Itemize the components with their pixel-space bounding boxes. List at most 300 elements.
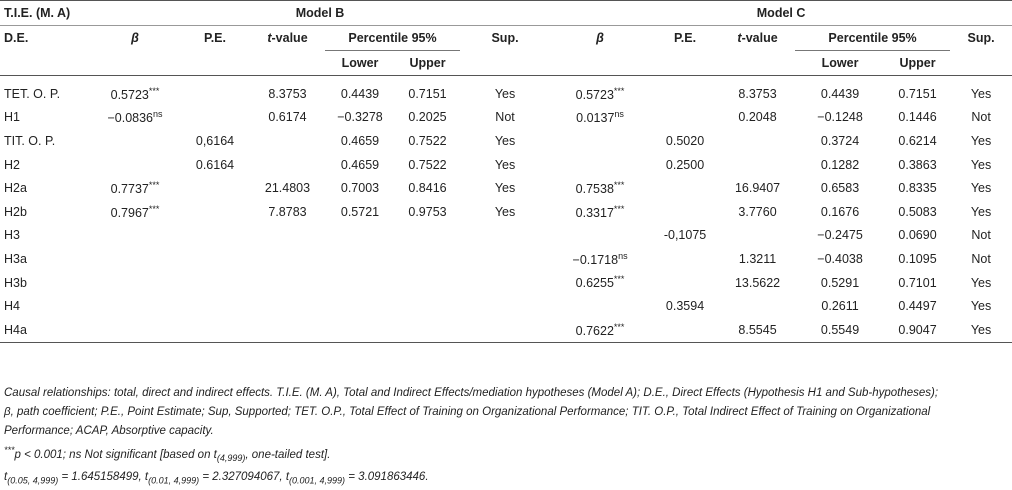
header-row-3	[0, 51, 1012, 76]
table-row	[0, 318, 1012, 342]
cell-value: −0.4038	[817, 251, 863, 266]
cell-value: H2	[4, 157, 20, 172]
t-critical-3: t	[285, 471, 290, 484]
cell-b-pe	[180, 224, 250, 248]
model-b-header	[90, 1, 550, 26]
empty-cell	[460, 51, 550, 76]
cell-c-beta	[550, 153, 650, 177]
cell-c-lower	[795, 200, 885, 224]
cell-c-s	[950, 247, 1012, 271]
cell-b-t	[250, 129, 325, 153]
cell-value: Yes	[970, 322, 992, 337]
cell-value: 0.4659	[340, 157, 380, 172]
cell-c-lower	[795, 224, 885, 248]
cell-b-s	[460, 106, 550, 130]
cell-b-t	[250, 76, 325, 106]
c-value-text: -value	[741, 31, 778, 46]
cell-c-lower	[795, 129, 885, 153]
cell-value: Yes	[494, 86, 516, 101]
cell-b-pe	[180, 176, 250, 200]
cell-c-upper	[885, 76, 950, 106]
cell-b-t	[250, 294, 325, 318]
cell-c-beta	[550, 129, 650, 153]
cell-value: 0.5020	[665, 133, 705, 148]
cell-value: 0.7622	[575, 323, 614, 338]
cell-b-beta	[90, 318, 180, 342]
cell-value: H3	[4, 228, 20, 243]
c-sup-header: Sup.	[950, 26, 1012, 51]
footnote-sig-sub: (4,999)	[216, 453, 246, 464]
de-label: D.E.	[0, 26, 90, 51]
cell-value: 0.1446	[898, 110, 937, 125]
cell-c-s	[950, 106, 1012, 130]
cell-value: 8.3753	[738, 86, 777, 101]
table-body	[0, 76, 1012, 343]
cell-value: 0.1676	[820, 204, 860, 219]
cell-b-lower	[325, 247, 395, 271]
empty-cell	[650, 51, 720, 76]
cell-c-beta	[550, 76, 650, 106]
cell-c-lower	[795, 271, 885, 295]
cell-c-beta	[550, 318, 650, 342]
cell-value: H1	[4, 110, 20, 125]
cell-label	[0, 200, 90, 224]
cell-c-pe	[650, 200, 720, 224]
table-row	[0, 224, 1012, 248]
cell-c-lower	[795, 294, 885, 318]
cell-value: 0.6214	[898, 133, 937, 148]
cell-c-pe	[650, 318, 720, 342]
cell-b-s	[460, 318, 550, 342]
cell-c-upper	[885, 200, 950, 224]
cell-value: Yes	[970, 204, 992, 219]
cell-value: 0.9047	[898, 322, 937, 337]
cell-c-s	[950, 76, 1012, 106]
model-c-label: Model C	[756, 6, 806, 20]
c-t-header	[720, 26, 795, 51]
cell-value: H4	[4, 299, 20, 314]
cell-value: 0.5723	[110, 87, 149, 102]
cell-c-pe	[650, 76, 720, 106]
cell-value: 0.2611	[821, 299, 859, 314]
cell-value: 21.4803	[264, 181, 311, 196]
cell-value: 0.7967	[110, 205, 149, 220]
cell-b-beta	[90, 76, 180, 106]
cell-b-lower	[325, 76, 395, 106]
cell-b-lower	[325, 176, 395, 200]
cell-value: 0.1095	[898, 251, 937, 266]
t-critical-2-sub: (0.01, 4,999)	[148, 475, 200, 486]
cell-value: H2a	[4, 181, 27, 196]
footnote-line-3: Performance; ACAP, Absorptive capacity.	[4, 425, 214, 437]
cell-value: Yes	[494, 133, 516, 148]
table-row	[0, 176, 1012, 200]
cell-b-upper	[395, 106, 460, 130]
cell-b-beta	[90, 129, 180, 153]
cell-b-lower	[325, 153, 395, 177]
c-beta-header: β	[550, 26, 650, 51]
cell-value: Yes	[494, 181, 516, 196]
cell-value: TIT. O. P.	[4, 133, 56, 148]
cell-value: Yes	[970, 133, 992, 148]
cell-b-pe	[180, 106, 250, 130]
cell-value: 0.6255	[575, 276, 614, 291]
cell-value: 0.9753	[408, 204, 447, 219]
cell-label	[0, 106, 90, 130]
b-percentile-header: Percentile 95%	[325, 26, 460, 51]
significance-mark: ***	[613, 180, 625, 191]
cell-value: 0.8416	[408, 181, 447, 196]
empty-cell	[0, 51, 90, 76]
cell-b-upper	[395, 294, 460, 318]
cell-b-s	[460, 294, 550, 318]
footnote-line-2: β, path coefficient; P.E., Point Estimate; Sup, Supported; TET. O.P., Total Effect of Training on Organizational Performance; TIT. O.P., Total Indirect Effect of Training on Organizational	[4, 406, 931, 418]
cell-c-s	[950, 129, 1012, 153]
cell-c-beta	[550, 200, 650, 224]
b-pe-header: P.E.	[180, 26, 250, 51]
cell-value: H3a	[4, 251, 27, 266]
cell-b-upper	[395, 200, 460, 224]
table-row	[0, 247, 1012, 271]
cell-b-beta	[90, 224, 180, 248]
cell-b-pe	[180, 76, 250, 106]
cell-b-t	[250, 176, 325, 200]
cell-c-beta	[550, 224, 650, 248]
cell-value: 0.4497	[898, 299, 937, 314]
cell-c-beta	[550, 294, 650, 318]
cell-label	[0, 318, 90, 342]
b-sup-header: Sup.	[460, 26, 550, 51]
cell-value: 13.5622	[734, 275, 781, 290]
cell-value: 1.3211	[738, 251, 777, 266]
table-row	[0, 106, 1012, 130]
cell-c-upper	[885, 153, 950, 177]
cell-b-pe	[180, 247, 250, 271]
cell-value: 0.4439	[340, 86, 380, 101]
cell-value: 0.7151	[898, 86, 937, 101]
cell-c-upper	[885, 224, 950, 248]
cell-c-s	[950, 318, 1012, 342]
cell-c-t	[720, 224, 795, 248]
cell-b-s	[460, 176, 550, 200]
significance-mark: ***	[613, 85, 625, 96]
cell-c-t	[720, 318, 795, 342]
cell-value: Yes	[970, 157, 992, 172]
cell-b-upper	[395, 129, 460, 153]
model-b-label: Model B	[295, 6, 345, 20]
cell-value: 0.0137	[576, 111, 615, 126]
cell-c-t	[720, 153, 795, 177]
cell-value: H2b	[4, 204, 27, 219]
cell-b-s	[460, 200, 550, 224]
cell-value: 0.7003	[340, 181, 380, 196]
table-row	[0, 294, 1012, 318]
cell-c-t	[720, 271, 795, 295]
significance-mark: ***	[148, 203, 160, 214]
significance-mark: ns	[614, 109, 624, 120]
b-value-text: -value	[271, 31, 308, 46]
cell-label	[0, 129, 90, 153]
cell-value: Yes	[970, 275, 992, 290]
cell-c-beta	[550, 106, 650, 130]
cell-b-lower	[325, 106, 395, 130]
cell-b-t	[250, 106, 325, 130]
table-footnote	[4, 384, 1008, 490]
cell-label	[0, 247, 90, 271]
cell-b-pe	[180, 318, 250, 342]
cell-c-t	[720, 294, 795, 318]
cell-b-upper	[395, 153, 460, 177]
cell-b-upper	[395, 318, 460, 342]
cell-value: Not	[495, 110, 515, 125]
cell-value: −0.1248	[817, 110, 863, 125]
cell-b-lower	[325, 200, 395, 224]
header-row-1	[0, 1, 1012, 26]
cell-b-upper	[395, 176, 460, 200]
cell-c-upper	[885, 271, 950, 295]
cell-value: 0.7737	[110, 182, 149, 197]
cell-c-s	[950, 200, 1012, 224]
cell-b-upper	[395, 224, 460, 248]
cell-c-upper	[885, 294, 950, 318]
c-percentile-header: Percentile 95%	[795, 26, 950, 51]
footnote-line-1: Causal relationships: total, direct and indirect effects. T.I.E. (M. A), Total and Indirect Effects/mediation hypotheses (Model A); D.E., Direct Effects (Hypothesis H1 and Sub-hypotheses);	[4, 387, 939, 399]
cell-b-beta	[90, 271, 180, 295]
cell-c-s	[950, 224, 1012, 248]
cell-b-beta	[90, 294, 180, 318]
cell-b-s	[460, 153, 550, 177]
cell-b-upper	[395, 271, 460, 295]
cell-c-lower	[795, 153, 885, 177]
cell-value: 0.5083	[898, 204, 937, 219]
empty-cell	[90, 51, 180, 76]
cell-b-s	[460, 129, 550, 153]
cell-b-pe	[180, 271, 250, 295]
cell-b-beta	[90, 176, 180, 200]
cell-value: Not	[971, 228, 991, 243]
cell-c-upper	[885, 247, 950, 271]
cell-c-s	[950, 294, 1012, 318]
cell-value: 0.3724	[820, 133, 860, 148]
cell-value: 0,6164	[195, 133, 235, 148]
cell-b-pe	[180, 153, 250, 177]
cell-value: -0,1075	[663, 228, 707, 243]
cell-c-s	[950, 153, 1012, 177]
cell-c-t	[720, 176, 795, 200]
cell-value: −0.3278	[337, 110, 383, 125]
footnote-sig-text: p < 0.001; ns Not significant [based on t	[14, 448, 217, 461]
c-upper-header: Upper	[885, 51, 950, 76]
cell-c-lower	[795, 247, 885, 271]
significance-mark: ns	[153, 109, 163, 120]
cell-value: 0.8335	[898, 181, 937, 196]
cell-value: 0.5721	[340, 204, 380, 219]
cell-value: 0.6174	[268, 110, 307, 125]
cell-b-upper	[395, 247, 460, 271]
cell-c-pe	[650, 294, 720, 318]
cell-value: 3.7760	[738, 204, 777, 219]
cell-b-lower	[325, 294, 395, 318]
cell-value: 0.3317	[575, 205, 614, 220]
cell-c-lower	[795, 76, 885, 106]
cell-value: 0.1282	[820, 157, 860, 172]
cell-c-pe	[650, 247, 720, 271]
cell-value: TET. O. P.	[4, 86, 61, 101]
cell-b-t	[250, 247, 325, 271]
cell-value: Yes	[970, 86, 992, 101]
cell-b-pe	[180, 129, 250, 153]
footnote-line-5	[4, 468, 1008, 490]
cell-b-beta	[90, 200, 180, 224]
cell-c-lower	[795, 106, 885, 130]
cell-b-s	[460, 224, 550, 248]
cell-label	[0, 271, 90, 295]
cell-value: 0.5723	[575, 87, 614, 102]
cell-b-lower	[325, 318, 395, 342]
b-t-italic: t	[267, 31, 272, 46]
b-upper-header: Upper	[395, 51, 460, 76]
cell-value: H3b	[4, 275, 27, 290]
empty-cell	[550, 51, 650, 76]
cell-c-pe	[650, 224, 720, 248]
t-critical-3-sub: (0.001, 4,999)	[289, 475, 346, 486]
significance-mark: ***	[613, 203, 625, 214]
t-critical-1-value: = 1.645158499,	[58, 471, 145, 484]
cell-label	[0, 294, 90, 318]
cell-value: Not	[971, 251, 991, 266]
b-beta-header: β	[90, 26, 180, 51]
cell-value: 0.0690	[898, 228, 937, 243]
cell-b-t	[250, 271, 325, 295]
cell-value: H4a	[4, 322, 27, 337]
cell-value: −0.1718	[572, 253, 619, 268]
cell-value: 0.6164	[195, 157, 235, 172]
cell-value: Yes	[970, 181, 992, 196]
c-t-italic: t	[737, 31, 742, 46]
cell-value: 0.7522	[408, 133, 447, 148]
cell-value: 0.7538	[575, 182, 614, 197]
cell-value: Yes	[970, 299, 992, 314]
cell-value: 0.5291	[820, 275, 860, 290]
footnote-sig-tail: , one-tailed test].	[245, 448, 331, 461]
cell-c-pe	[650, 153, 720, 177]
cell-c-t	[720, 129, 795, 153]
cell-b-upper	[395, 76, 460, 106]
cell-label	[0, 76, 90, 106]
cell-value: 0.7151	[408, 86, 447, 101]
cell-b-t	[250, 224, 325, 248]
t-critical-1: t	[4, 471, 8, 484]
significance-mark: ***	[148, 85, 160, 96]
cell-value: 0.3863	[898, 157, 937, 172]
cell-value: 7.8783	[268, 204, 307, 219]
cell-value: Not	[971, 110, 991, 125]
cell-value: 8.5545	[738, 322, 777, 337]
cell-c-lower	[795, 176, 885, 200]
c-pe-header: P.E.	[650, 26, 720, 51]
cell-c-upper	[885, 106, 950, 130]
cell-b-beta	[90, 247, 180, 271]
t-critical-1-sub: (0.05, 4,999)	[7, 475, 59, 486]
cell-c-t	[720, 247, 795, 271]
cell-c-beta	[550, 247, 650, 271]
cell-c-s	[950, 271, 1012, 295]
empty-cell	[950, 51, 1012, 76]
cell-b-beta	[90, 106, 180, 130]
footnote-stars: ***	[4, 445, 15, 455]
empty-cell	[720, 51, 795, 76]
t-critical-3-value: = 3.091863446.	[345, 471, 429, 484]
cell-value: −0.2475	[817, 228, 863, 243]
cell-c-upper	[885, 129, 950, 153]
significance-mark: ***	[148, 180, 160, 191]
significance-mark: ***	[613, 274, 625, 285]
cell-label	[0, 176, 90, 200]
cell-value: 0.2048	[738, 110, 777, 125]
cell-c-beta	[550, 271, 650, 295]
cell-label	[0, 224, 90, 248]
cell-c-pe	[650, 271, 720, 295]
cell-c-beta	[550, 176, 650, 200]
cell-c-pe	[650, 176, 720, 200]
cell-value: −0.0836	[107, 111, 154, 126]
cell-value: 0.2025	[408, 110, 447, 125]
t-critical-2: t	[144, 471, 149, 484]
cell-value: 0.4659	[340, 133, 380, 148]
cell-c-upper	[885, 318, 950, 342]
cell-value: 8.3753	[268, 86, 307, 101]
t-critical-2-value: = 2.327094067,	[199, 471, 286, 484]
cell-value: 0.3594	[665, 299, 705, 314]
corner-label: T.I.E. (M. A)	[0, 1, 90, 26]
cell-c-pe	[650, 106, 720, 130]
cell-value: 0.6583	[820, 181, 860, 196]
cell-c-pe	[650, 129, 720, 153]
cell-b-s	[460, 247, 550, 271]
cell-c-lower	[795, 318, 885, 342]
cell-value: 0.7522	[408, 157, 447, 172]
cell-value: 0.2500	[665, 157, 705, 172]
cell-value: Yes	[494, 157, 516, 172]
table-row	[0, 271, 1012, 295]
cell-c-t	[720, 76, 795, 106]
cell-b-t	[250, 153, 325, 177]
cell-b-s	[460, 76, 550, 106]
cell-c-t	[720, 200, 795, 224]
significance-mark: ns	[618, 250, 628, 261]
cell-b-pe	[180, 200, 250, 224]
cell-value: Yes	[494, 204, 516, 219]
c-lower-header: Lower	[795, 51, 885, 76]
cell-b-lower	[325, 271, 395, 295]
cell-b-lower	[325, 224, 395, 248]
cell-c-s	[950, 176, 1012, 200]
cell-b-s	[460, 271, 550, 295]
b-t-header	[250, 26, 325, 51]
cell-value: 0.7101	[898, 275, 937, 290]
b-lower-header: Lower	[325, 51, 395, 76]
footnote-line-4	[4, 441, 1008, 468]
cell-value: 16.9407	[734, 181, 781, 196]
cell-value: 0.4439	[820, 86, 860, 101]
cell-c-t	[720, 106, 795, 130]
cell-c-upper	[885, 176, 950, 200]
table-row	[0, 200, 1012, 224]
table-row	[0, 153, 1012, 177]
empty-cell	[180, 51, 250, 76]
table-row	[0, 129, 1012, 153]
cell-b-lower	[325, 129, 395, 153]
